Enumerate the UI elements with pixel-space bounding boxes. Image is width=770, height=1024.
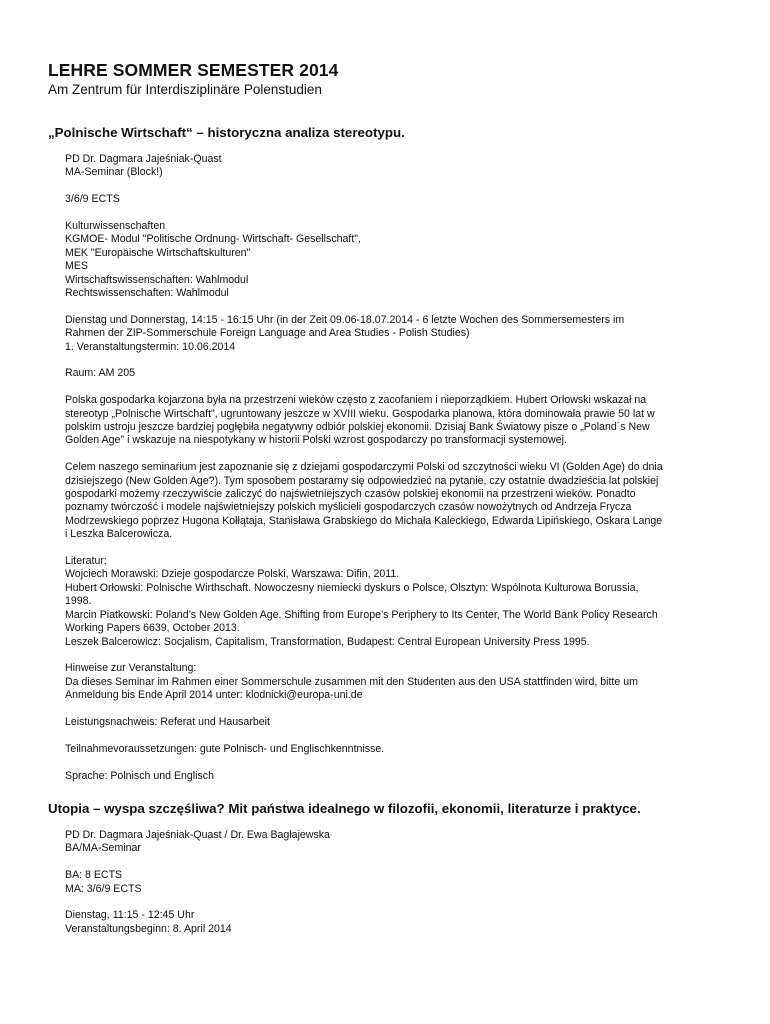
paragraph-line: Polska gospodarka kojarzona była na przestrzeni wieków często z zacofaniem i nieporządkiem. Hubert Orłowski wskazał na [65, 394, 647, 407]
course-1 [48, 124, 728, 783]
course-2-lecturer-block [65, 829, 728, 856]
course-2-type: BA/MA-Seminar [65, 842, 141, 855]
course-2 [48, 800, 728, 936]
module-line: Wirtschaftswissenschaften: Wahlmodul [65, 273, 249, 286]
course-1-hints [65, 662, 728, 702]
literature-line: Hubert Orłowski: Polnische Wirthschaft. Nowoczesny niemiecki dyskurs o Polsce, Olsztyn: Wspólnota Kulturowa Borussia, [65, 581, 639, 594]
course-1-prerequisites: Teilnahmevoraussetzungen: gute Polnisch- und Englischkenntnisse. [65, 742, 385, 755]
course-2-start: Veranstaltungsbeginn: 8. April 2014 [65, 922, 232, 935]
course-2-schedule [65, 909, 728, 936]
course-2-details [65, 829, 728, 936]
course-1-ects: 3/6/9 ECTS [65, 193, 120, 206]
module-line: Rechtswissenschaften: Wahlmodul [65, 287, 229, 300]
literature-line: Wojciech Morawski: Dzieje gospodarcze Polski, Warszawa: Difin, 2011. [65, 568, 400, 581]
paragraph-line: Golden Age" i wskazuje na niespotykany w historii Polski wzrost gospodarczy po transformacji systemowej. [65, 434, 567, 447]
literature-line: Marcin Piatkowski: Poland’s New Golden Age. Shifting from Europe’s Periphery to Its Center, The World Bank Policy Research [65, 608, 658, 621]
literature-line: Working Papers 6639, October 2013. [65, 622, 240, 635]
paragraph-line: gospodarki możemy rzeczywiście zaliczyć do najświetniejszych czasów polskiej ekonomii na przestrzeni wieków. Ponadto [65, 488, 636, 501]
document-page [48, 60, 728, 950]
document-header [48, 60, 728, 98]
document-title: LEHRE SOMMER SEMESTER 2014 [48, 60, 339, 80]
paragraph-line: Celem naszego seminarium jest zapoznanie się z dziejami gospodarczymi Polski od szczytności wieku VI (Golden Age) do dnia [65, 461, 663, 474]
literature-line: Leszek Balcerowicz: Socjalism, Capitalism, Transformation, Budapest: Central European University Press 1995. [65, 635, 590, 648]
paragraph-line: polskim ustroju jeszcze bardziej pogłębiła negatywny odbiór polskiej ekonomii. Dzisiaj Bank Światowy pisze o „Poland´s New [65, 421, 650, 434]
paragraph-line: dzisiejszego (New Golden Age?). Tym sposobem postaramy się odpowiedzieć na pytanie, czy ostatnie dwadzieścia lat polskiej [65, 474, 659, 487]
schedule-line: Rahmen der ZIP-Sommerschule Foreign Language and Area Studies - Polish Studies) [65, 327, 470, 340]
course-2-ects-ma: MA: 3/6/9 ECTS [65, 882, 142, 895]
course-1-lecturer-block [65, 153, 728, 180]
course-2-ects-ba: BA: 8 ECTS [65, 869, 123, 882]
module-line: MES [65, 260, 88, 273]
course-2-ects [65, 869, 728, 896]
module-line: KGMOE- Modul "Politische Ordnung- Wirtschaft- Gesellschaft", [65, 233, 361, 246]
course-1-modules [65, 220, 728, 300]
course-1-literature [65, 555, 728, 649]
course-1-title: „Polnische Wirtschaft“ – historyczna analiza stereotypu. [48, 125, 405, 140]
course-2-lecturer: PD Dr. Dagmara Jajeśniak-Quast / Dr. Ewa Bagłajewska [65, 828, 330, 841]
course-2-title: Utopia – wyspa szczęśliwa? Mit państwa idealnego w filozofii, ekonomii, literaturze i praktyce. [48, 800, 641, 816]
course-1-details [65, 153, 728, 783]
course-1-lecturer: PD Dr. Dagmara Jajeśniak-Quast [65, 153, 222, 165]
module-line: MEK "Europäische Wirtschaftskulturen" [65, 246, 251, 259]
literature-line: 1998. [65, 595, 92, 608]
hints-heading: Hinweise zur Veranstaltung: [65, 662, 197, 675]
paragraph-line: poznamy twórczość i modele najświetniejszy polskich myślicieli gospodarczych czasów nowożytnych od Andrzeja Frycza [65, 501, 632, 514]
schedule-line: 1. Veranstaltungstermin: 10.06.2014 [65, 340, 236, 353]
schedule-line: Dienstag und Donnerstag, 14:15 - 16:15 Uhr (in der Zeit 09.06-18.07.2014 - 6 letzte Wochen des Sommersemesters im [65, 313, 625, 326]
course-1-description-1 [65, 394, 728, 448]
paragraph-line: Modrzewskiego poprzez Hugona Kołłątaja, Stanisława Grabskiego do Michała Kaleckiego, Edwarda Lipińskiego, Oskara Lange [65, 514, 663, 527]
course-1-type: MA-Seminar (Block!) [65, 166, 163, 179]
course-1-description-2 [65, 461, 728, 541]
hints-line: Da dieses Seminar im Rahmen einer Sommerschule zusammen mit den Studenten aus den USA stattfinden wird, bitte um [65, 675, 638, 688]
module-line: Kulturwissenschaften [65, 220, 166, 232]
paragraph-line: stereotyp „Polnische Wirtschaft", ugruntowany jeszcze w XVIII wieku. Gospodarka planowa, która dominowała prawie 50 lat w [65, 407, 655, 420]
course-1-language: Sprache: Polnisch und Englisch [65, 769, 214, 782]
paragraph-line: i Leszka Balcerowicza. [65, 528, 173, 541]
course-1-assessment: Leistungsnachweis: Referat und Hausarbeit [65, 715, 270, 728]
course-1-room: Raum: AM 205 [65, 367, 136, 380]
course-1-schedule [65, 314, 728, 354]
document-subtitle: Am Zentrum für Interdisziplinäre Polenstudien [48, 82, 322, 97]
literature-heading: Literatur: [65, 555, 107, 568]
hints-line: Anmeldung bis Ende April 2014 unter: klodnicki@europa-uni.de [65, 689, 363, 702]
course-2-time: Dienstag, 11:15 - 12:45 Uhr [65, 909, 195, 922]
